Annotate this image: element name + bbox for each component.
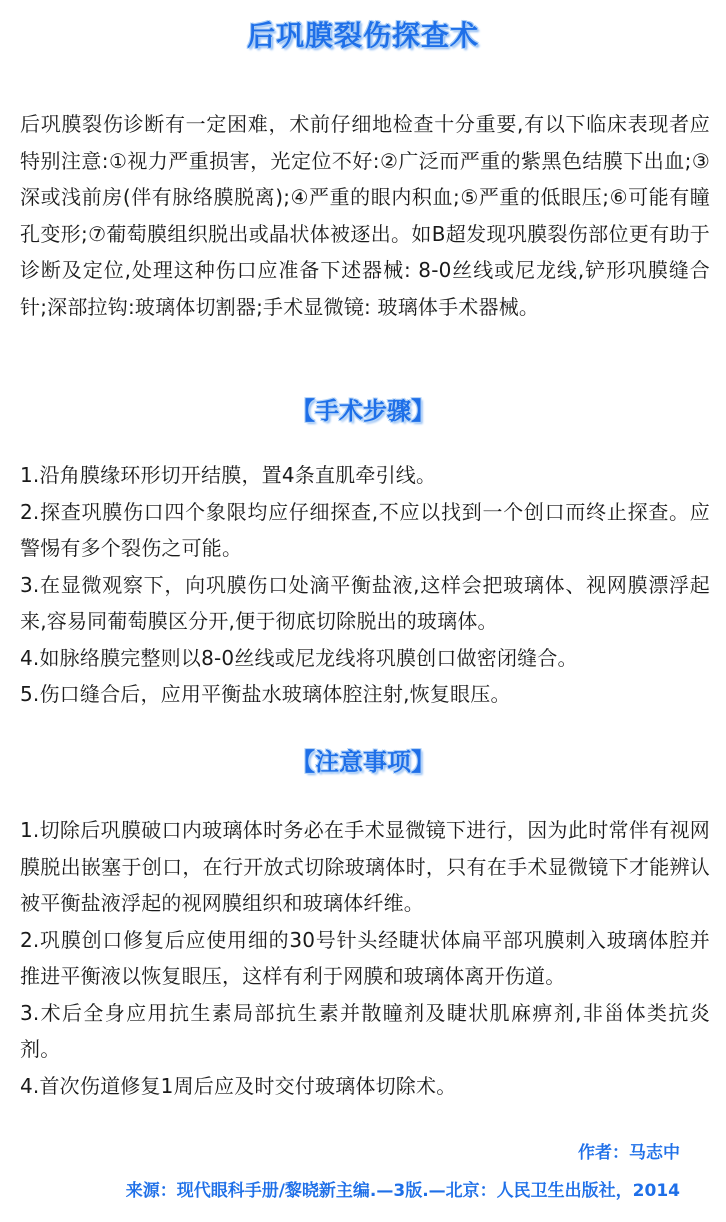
list-item: 3.术后全身应用抗生素局部抗生素并散瞳剂及睫状肌麻痹剂,非甾体类抗炎剂。 xyxy=(20,1000,710,1061)
list-item: 5.伤口缝合后，应用平衡盐水玻璃体腔注射,恢复眼压。 xyxy=(20,682,511,706)
list-item: 1.切除后巩膜破口内玻璃体时务必在手术显微镜下进行，因为此时常伴有视网膜脱出嵌塞于创口，在行开放式切除玻璃体时，只有在手术显微镜下才能辨认被平衡盐液浮起的视网膜组织和玻璃体纤维。 xyxy=(20,818,710,915)
section-heading-notes: 【注意事项】 xyxy=(291,748,435,776)
page-title: 后巩膜裂伤探查术 xyxy=(246,19,479,52)
intro-paragraph: 后巩膜裂伤诊断有一定困难，术前仔细地检查十分重要,有以下临床表现者应特别注意:①视力严重损害，光定位不好:②广泛而严重的紫黑色结膜下出血;③深或浅前房(伴有脉络膜脱离);④严重的眼内积血;⑤严重的低眼压;⑥可能有瞳孔变形;⑦葡萄膜组织脱出或晶状体被逐出。如B超发现巩膜裂伤部位更有助于诊断及定位,处理这种伤口应准备下述器械: 8-0丝线或尼龙线,铲形巩膜缝合针;深部拉钩:玻璃体切割器;手术显微镜: 玻璃体手术器械。 xyxy=(20,112,710,319)
list-item: 3.在显微观察下，向巩膜伤口处滴平衡盐液,这样会把玻璃体、视网膜漂浮起来,容易同葡萄膜区分开,便于彻底切除脱出的玻璃体。 xyxy=(20,572,710,633)
steps-list xyxy=(20,457,710,713)
list-item: 1.沿角膜缘环形切开结膜，置4条直肌牵引线。 xyxy=(20,463,437,487)
list-item: 4.首次伤道修复1周后应及时交付玻璃体切除术。 xyxy=(20,1073,457,1098)
list-item: 2.巩膜创口修复后应使用细的30号针头经睫状体扁平部巩膜刺入玻璃体腔并推进平衡液以恢复眼压，这样有利于网膜和玻璃体离开伤道。 xyxy=(20,927,710,988)
notes-list xyxy=(20,812,710,1104)
author-credit: 作者：马志中 xyxy=(578,1143,680,1163)
section-heading-steps: 【手术步骤】 xyxy=(291,397,435,425)
list-item: 2.探查巩膜伤口四个象限均应仔细探查,不应以找到一个创口而终止探查。应警惕有多个裂伤之可能。 xyxy=(20,499,710,560)
list-item: 4.如脉络膜完整则以8-0丝线或尼龙线将巩膜创口做密闭缝合。 xyxy=(20,645,578,670)
source-citation: 来源：现代眼科手册/黎晓新主编.—3版.—北京：人民卫生出版社，2014 xyxy=(125,1181,680,1201)
